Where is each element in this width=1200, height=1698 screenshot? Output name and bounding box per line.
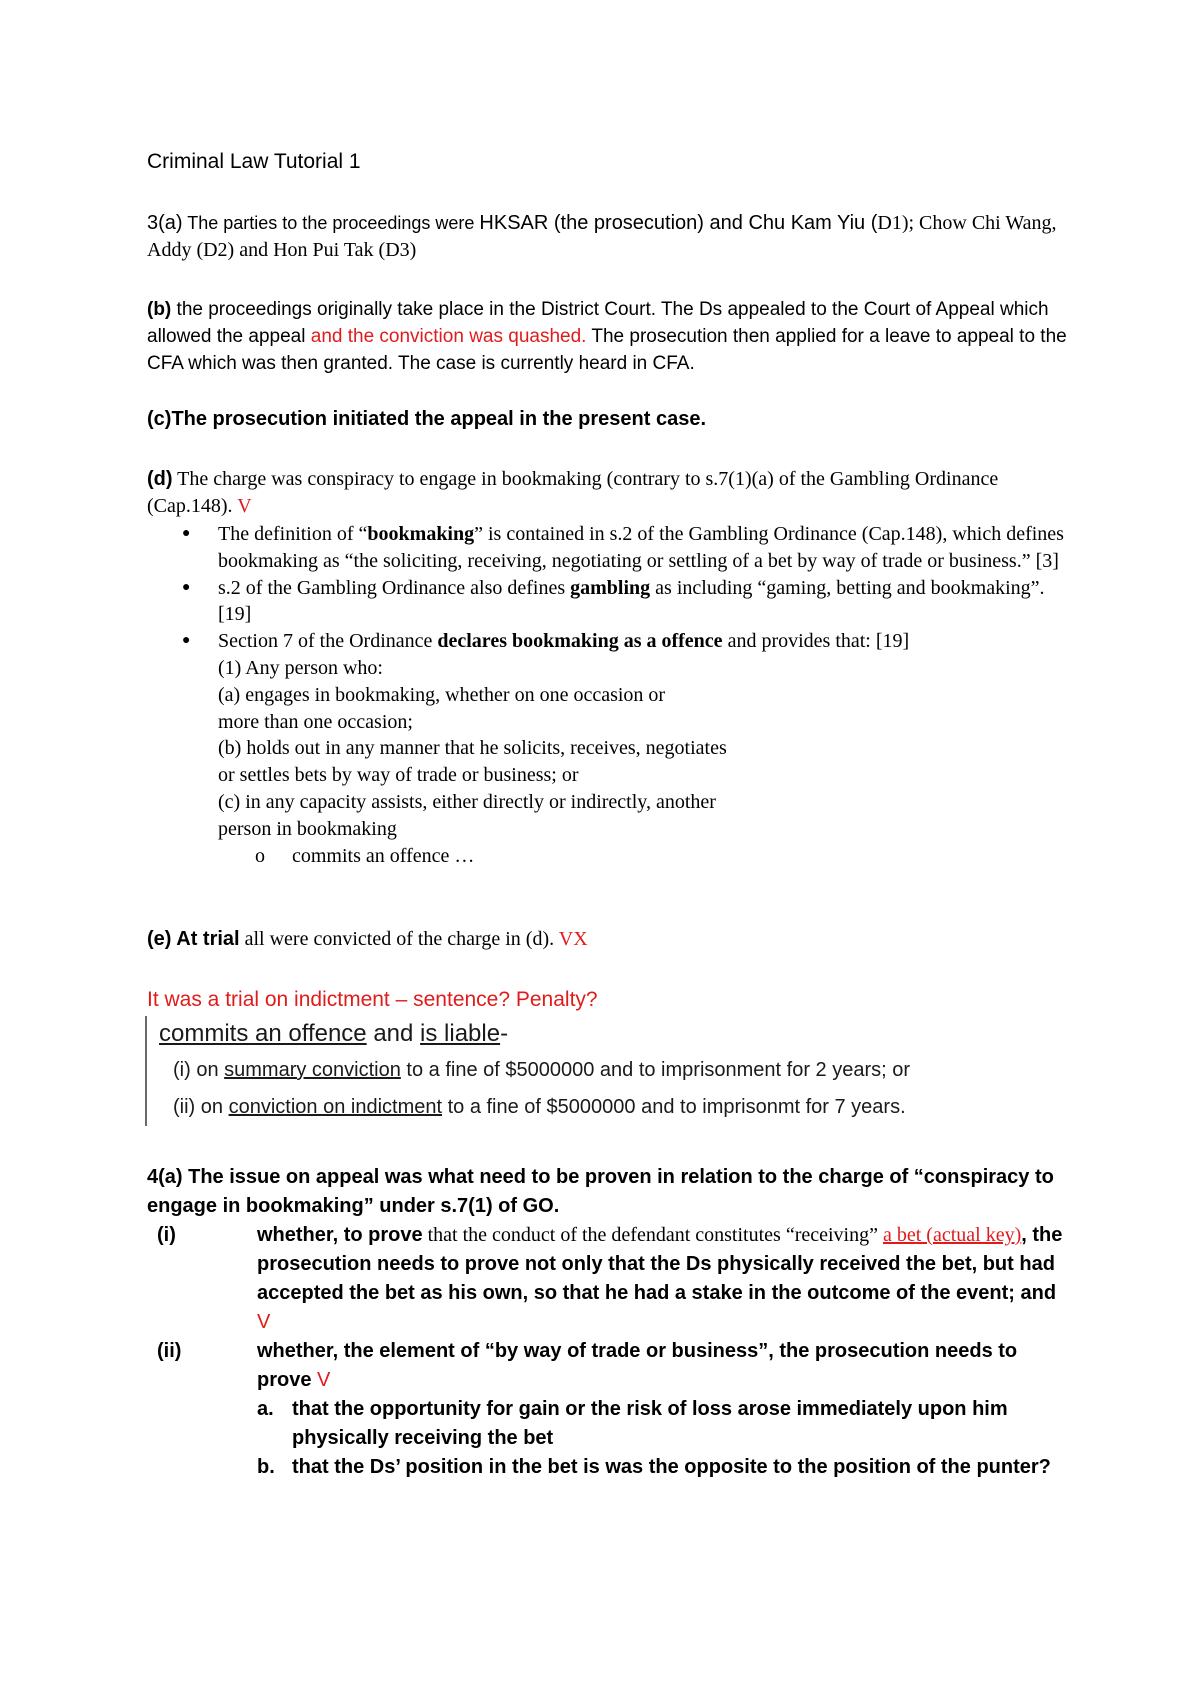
penalty-ii-post: to a fine of $5000000 and to imprisonmt for 7 years. bbox=[442, 1096, 906, 1118]
q4-i-red: a bet (actual key) bbox=[882, 1224, 1022, 1246]
mark-3d: V bbox=[237, 495, 252, 517]
text-3b-3: The prosecution then applied for a leave to appeal to the CFA which was then granted. The case is currently heard in CFA. bbox=[147, 326, 1067, 374]
answer-4a bbox=[147, 1163, 1067, 1482]
text-3b-red: and the conviction was quashed. bbox=[310, 326, 587, 347]
bullet-text: The definition of “ bbox=[218, 523, 368, 545]
bullet-item bbox=[147, 521, 1067, 575]
quote-line: (1) Any person who: bbox=[218, 656, 383, 679]
bullet-text: and provides that: [19] bbox=[722, 630, 910, 653]
q4-i-text1: whether, to prove bbox=[257, 1224, 423, 1246]
quote-line: (a) engages in bookmaking, whether on one occasion or bbox=[218, 683, 666, 706]
bullet-bold: declares bookmaking as a offence bbox=[437, 630, 723, 653]
q4-a-text: that the opportunity for gain or the risk of loss arose immediately upon him physically receiving the bet bbox=[292, 1398, 1008, 1449]
penalty-u2: is liable bbox=[420, 1020, 501, 1047]
quote-line: person in bookmaking bbox=[218, 817, 397, 840]
bullet-text: s.2 of the Gambling Ordinance also defines bbox=[218, 576, 571, 599]
penalty-dash: - bbox=[500, 1020, 509, 1047]
q4-ii-text: whether, the element of “by way of trade or business”, the prosecution needs to prove bbox=[257, 1340, 1018, 1391]
q4-item-ii bbox=[147, 1337, 1067, 1395]
penalty-i-pre: (i) on bbox=[173, 1059, 225, 1081]
penalty-u1: commits an offence bbox=[159, 1020, 367, 1047]
penalty-summary bbox=[159, 1052, 1065, 1089]
q4-ii-mark: V bbox=[317, 1369, 331, 1391]
label-3a: 3(a) bbox=[147, 212, 183, 234]
q4-intro: 4(a) The issue on appeal was what need to be proven in relation to the charge of “conspiracy to engage in bookmaking” under s.7(1) of GO. bbox=[147, 1166, 1054, 1217]
bullet-icon: ● bbox=[182, 633, 191, 649]
mark-3e: VX bbox=[558, 928, 588, 950]
bullet-icon: ● bbox=[182, 579, 191, 595]
q4-item-b bbox=[147, 1453, 1067, 1482]
penalty-indictment bbox=[159, 1089, 1065, 1126]
answer-3d bbox=[147, 466, 1067, 520]
q4-item-a bbox=[147, 1395, 1067, 1453]
q4-item-i bbox=[147, 1221, 1067, 1337]
q4-num-ii: (ii) bbox=[157, 1340, 182, 1362]
q4-num-a: a. bbox=[257, 1398, 274, 1420]
circle-item-text: commits an offence … bbox=[292, 844, 475, 867]
q4-num-i: (i) bbox=[157, 1224, 176, 1246]
bullet-item bbox=[147, 575, 1067, 629]
trial-question: It was a trial on indictment – sentence? Penalty? bbox=[147, 988, 598, 1011]
bullet-bold: gambling bbox=[570, 576, 651, 599]
quote-line: or settles bets by way of trade or business; or bbox=[218, 764, 579, 787]
text-3a-3: D1); Chow Chi Wang, Addy (D2) and Hon Pui Tak (D3) bbox=[147, 212, 1057, 261]
penalty-i-post: to a fine of $5000000 and to imprisonment for 2 years; or bbox=[400, 1059, 911, 1081]
bullet-list bbox=[147, 521, 1067, 869]
quote-line: more than one occasion; bbox=[218, 710, 413, 733]
statute-quote bbox=[147, 655, 1067, 843]
text-3a-1: The parties to the proceedings were bbox=[182, 213, 480, 233]
penalty-i-u: summary conviction bbox=[224, 1059, 401, 1081]
label-3d: (d) bbox=[147, 468, 173, 490]
penalty-heading bbox=[159, 1016, 1065, 1052]
q4-b-text: that the Ds’ position in the bet is was the opposite to the position of the punter? bbox=[292, 1456, 1051, 1478]
penalty-ii-pre: (ii) on bbox=[173, 1096, 229, 1118]
q4-num-b: b. bbox=[257, 1456, 275, 1478]
q4-i-mark: V bbox=[257, 1311, 271, 1333]
bullet-text: ” is contained in s.2 of the Gambling Ordinance (Cap.148), which defines bookmaking as “the soliciting, receiving, negotiating or settling of a bet by way of trade or business.” [3] bbox=[218, 523, 1064, 572]
text-3b-1: the proceedings originally take place in the District Court. The Ds appealed to the Court of Appeal which allowed the appeal bbox=[147, 299, 1049, 347]
circle-item bbox=[147, 843, 1067, 870]
bullet-text: Section 7 of the Ordinance bbox=[218, 630, 438, 653]
quote-line: (b) holds out in any manner that he solicits, receives, negotiates bbox=[218, 737, 727, 760]
bullet-item bbox=[147, 628, 1067, 655]
q4-i-text3: , the prosecution needs to prove not only that the Ds physically received the bet, but had accepted the bet as his own, so that he had a stake in the outcome of the event; and bbox=[257, 1224, 1063, 1304]
label-3e: (e) At trial bbox=[147, 928, 240, 950]
circle-bullet-icon: o bbox=[255, 844, 265, 867]
penalty-excerpt bbox=[145, 1016, 1065, 1126]
answer-3e bbox=[147, 928, 1067, 951]
answer-3c: (c)The prosecution initiated the appeal in the present case. bbox=[147, 408, 707, 430]
bullet-bold: bookmaking bbox=[367, 523, 475, 545]
document-title: Criminal Law Tutorial 1 bbox=[147, 150, 361, 173]
bullet-text: as including “gaming, betting and bookmaking”. [19] bbox=[218, 576, 1045, 626]
bullet-icon: ● bbox=[182, 526, 191, 541]
text-3d: The charge was conspiracy to engage in bookmaking (contrary to s.7(1)(a) of the Gambling Ordinance (Cap.148). bbox=[147, 468, 999, 517]
quote-line: (c) in any capacity assists, either directly or indirectly, another bbox=[218, 790, 716, 813]
answer-3a bbox=[147, 210, 1067, 264]
answer-3b bbox=[147, 296, 1067, 377]
penalty-ii-u: conviction on indictment bbox=[228, 1096, 443, 1118]
text-3a-2: HKSAR (the prosecution) and Chu Kam Yiu ( bbox=[479, 212, 878, 234]
penalty-and: and bbox=[366, 1020, 421, 1047]
q4-i-text2: that the conduct of the defendant constitutes “receiving” bbox=[422, 1224, 883, 1246]
label-3b: (b) bbox=[147, 299, 172, 320]
text-3e: all were convicted of the charge in (d). bbox=[239, 928, 559, 950]
